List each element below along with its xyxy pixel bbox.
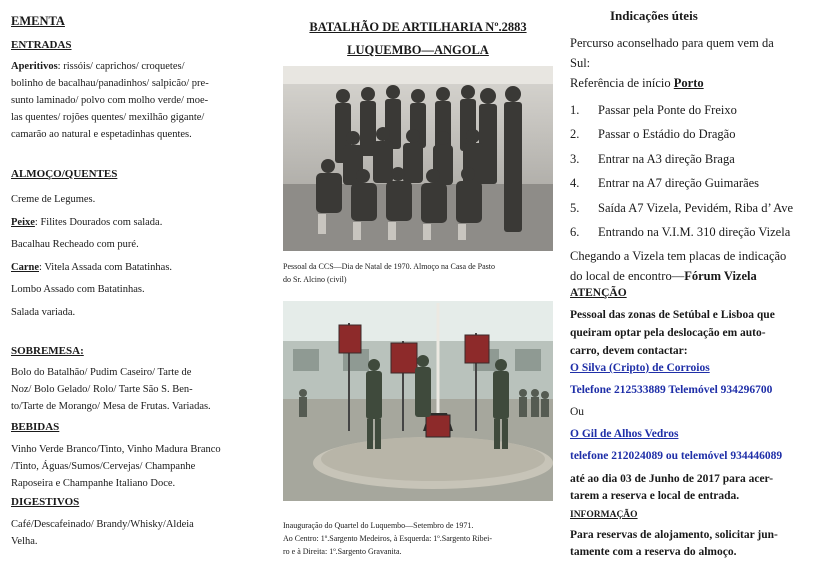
entradas-heading: ENTRADAS <box>11 39 72 51</box>
reference-city: Porto <box>673 76 704 90</box>
sobremesa-text: Bolo do Batalhão/ Pudim Caseiro/ Tarte de Noz/ Bolo Gelado/ Rolo/ Tarte São S. Ben- to/Tarte de Morango/ Mesa de Frutas. Variadas. <box>11 367 211 412</box>
or-text: Ou <box>570 406 585 418</box>
contact-gil[interactable]: O Gil de Alhos Vedros <box>570 428 679 440</box>
almoco-heading: ALMOÇO/QUENTES <box>11 168 118 180</box>
almoco-text: Creme de Legumes. Peixe: Filites Dourados com salada. Bacalhau Recheado com puré. Carne: Vitela Assada com Batatinhas. Lombo Assado com Batatinhas. Salada variada. <box>11 194 173 318</box>
directions-list <box>570 98 822 244</box>
deadline-text: até ao dia 03 de Junho de 2017 para acer- tarem a reserva e local de entrada. <box>570 473 774 502</box>
arrival-text: Chegando a Vizela tem placas de indicação do local de encontro—Fórum Vizela <box>570 249 787 283</box>
informacao-heading: INFORMAÇÃO <box>570 510 638 520</box>
direction-step: 6. Entrando na V.I.M. 310 direção Vizela <box>570 225 791 240</box>
phone-gil[interactable]: telefone 212024089 ou telemóvel 934446089 <box>570 450 783 462</box>
reference-line: Referência de início Porto <box>570 76 704 90</box>
sobremesa-heading: SOBREMESA: <box>11 345 84 357</box>
group-photo <box>283 66 553 251</box>
phone-silva[interactable]: Telefone 212533889 Telemóvel 934296700 <box>570 384 773 396</box>
group-photo-image <box>283 66 553 251</box>
contact-silva[interactable]: O Silva (Cripto) de Corroios <box>570 362 710 374</box>
digestivos-heading: DIGESTIVOS <box>11 496 80 508</box>
location-title: LUQUEMBO—ANGOLA <box>347 43 489 57</box>
digestivos-text: Café/Descafeinado/ Brandy/Whisky/Aldeia Velha. <box>11 519 194 547</box>
atencao-heading: ATENÇÃO <box>570 287 627 299</box>
percurso-text: Percurso aconselhado para quem vem da Sul: <box>570 36 774 70</box>
group-photo-caption: Pessoal da CCS—Dia de Natal de 1970. Almoço na Casa de Pasto do Sr. Alcino (civil) <box>283 262 495 284</box>
venue-name: Fórum Vizela <box>684 269 757 283</box>
bebidas-heading: BEBIDAS <box>11 421 60 433</box>
ceremony-photo-image <box>283 301 553 501</box>
info-title: Indicações úteis <box>610 8 698 23</box>
informacao-text: Para reservas de alojamento, solicitar jun- tamente com a reserva do almoço. <box>570 529 778 558</box>
bebidas-text: Vinho Verde Branco/Tinto, Vinho Madura Branco /Tinto, Águas/Sumos/Cervejas/ Champanhe Raposeira e Champanhe Italiano Doce. <box>11 444 221 489</box>
direction-step: 2. Passar o Estádio do Dragão <box>570 127 736 142</box>
aperitivos-label: Aperitivos <box>11 61 58 72</box>
direction-step: 5. Saída A7 Vizela, Pevidém, Riba d’ Ave <box>570 200 794 215</box>
ceremony-photo-caption: Inauguração do Quartel do Luquembo—Setembro de 1971. Ao Centro: 1º.Sargento Medeiros, à Esquerda: 1º.Sargento Ribei- ro e à Direita: 1º.Sargento Gravanita. <box>283 521 493 556</box>
atencao-text: Pessoal das zonas de Setúbal e Lisboa que queiram optar pela deslocação em auto- carro, devem contactar: <box>570 309 775 357</box>
ceremony-photo <box>283 301 553 501</box>
direction-step: 3. Entrar na A3 direção Braga <box>570 151 735 166</box>
direction-step: 4. Entrar na A7 direção Guimarães <box>570 176 760 191</box>
menu-title: EMENTA <box>11 14 65 28</box>
entradas-text: Aperitivos: rissóis/ caprichos/ croquetes/ bolinho de bacalhau/panadinhos/ salpicão/ pre- sunto laminado/ polvo com molho verde/ moe- las quentes/ rojões quentes/ mexilhão gigante/ camarão ao natural e espetadinhas quentes. <box>11 61 209 140</box>
battalion-title: BATALHÃO DE ARTILHARIA Nº.2883 <box>309 20 527 34</box>
direction-step: 1. Passar pela Ponte do Freixo <box>570 103 737 117</box>
